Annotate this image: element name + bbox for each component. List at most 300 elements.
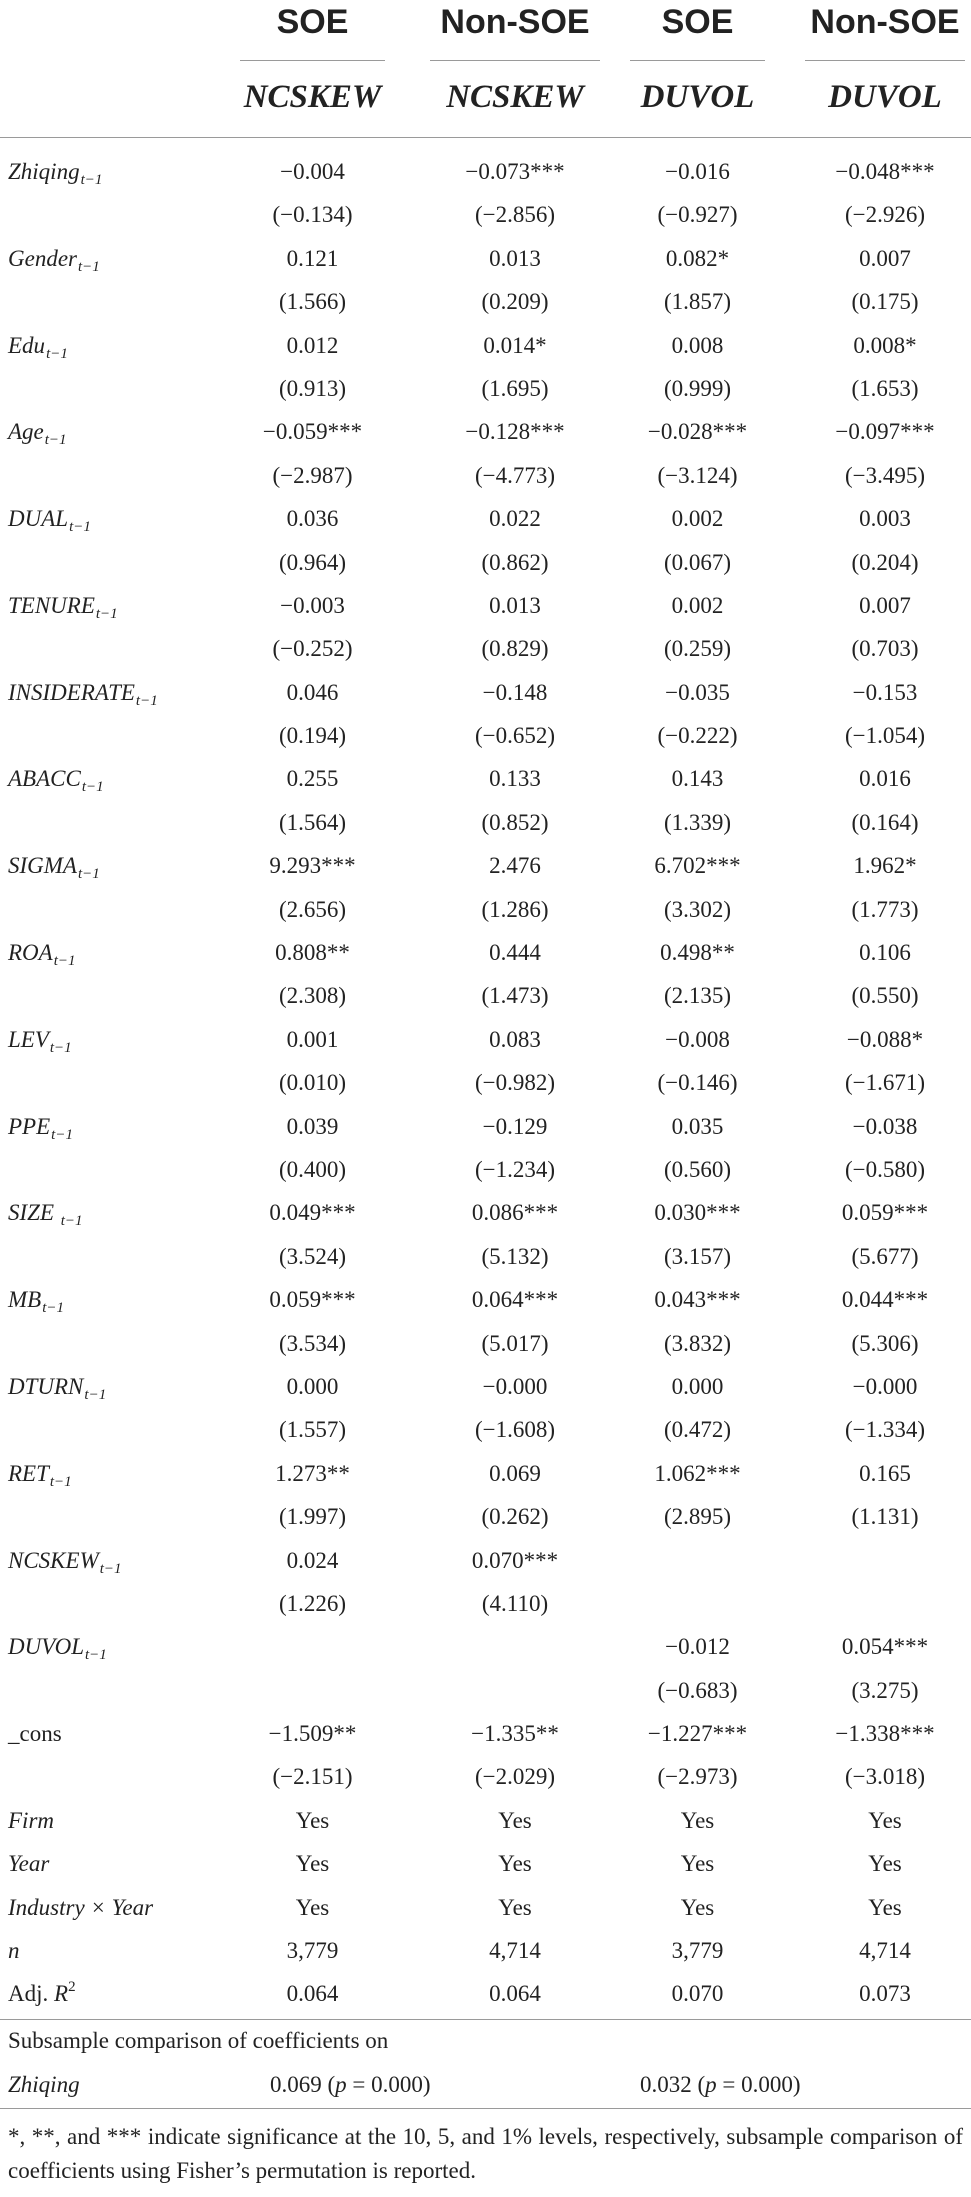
tstat-cell: (−3.124) [657, 462, 738, 488]
group-label: Non-SOE [440, 3, 590, 41]
lag-subscript: t−1 [46, 345, 68, 362]
tstat-cell: (0.964) [278, 549, 347, 575]
adj-r2-superscript: 2 [68, 1979, 76, 1996]
lag-subscript: t−1 [80, 172, 103, 188]
coefficient-cell: −0.048*** [835, 159, 935, 184]
coefficient-row [0, 1278, 971, 1321]
tstat-cell: (1.286) [481, 896, 549, 922]
variable-name: LEV [8, 1026, 49, 1052]
coefficient-cell: −0.012 [665, 1634, 730, 1660]
tstat-cell: (1.226) [278, 1590, 347, 1616]
control-cell: Yes [680, 1851, 715, 1877]
tstat-cell: (−0.222) [657, 723, 738, 749]
variable-name: Gender [8, 245, 77, 271]
tstat-cell: (1.131) [851, 1504, 919, 1530]
control-cell: Yes [498, 1851, 532, 1877]
coefficient-row [0, 1452, 971, 1495]
tstat-cell: (3.524) [278, 1243, 347, 1269]
tstat-cell: (1.473) [481, 983, 549, 1009]
tstat-row [0, 367, 971, 410]
coefficient-row [0, 1625, 971, 1668]
coefficient-cell: 0.082* [665, 245, 730, 271]
tstat-row [0, 454, 971, 497]
variable-name: DTURN [8, 1373, 84, 1399]
coefficient-row [0, 497, 971, 540]
control-cell: Yes [680, 1807, 715, 1833]
coefficient-row [0, 1105, 971, 1148]
adj-r2-row [0, 1972, 971, 2015]
tstat-cell: (−0.134) [272, 202, 353, 228]
tstat-cell: (−3.495) [844, 462, 926, 488]
coefficient-row [0, 844, 971, 887]
tstat-cell: (−2.973) [657, 1764, 738, 1790]
tstat-cell: (2.308) [278, 983, 347, 1009]
tstat-cell: (1.773) [851, 896, 919, 922]
variable-name: ABACC [8, 766, 81, 792]
control-cell: Yes [868, 1851, 902, 1877]
variable-name: Firm [8, 1807, 54, 1833]
header-column-1 [240, 0, 385, 117]
coefficient-row [0, 237, 971, 280]
coefficient-cell: 0.024 [286, 1547, 339, 1573]
header-bottom-rule [0, 137, 971, 138]
adj-r2-variable: R [54, 1981, 69, 2007]
tstat-cell: (−1.234) [474, 1156, 556, 1182]
tstat-cell: (−2.151) [272, 1764, 353, 1790]
tstat-cell: (2.895) [663, 1504, 732, 1530]
coefficient-cell: 0.070*** [471, 1547, 559, 1573]
coefficient-cell: −1.509** [268, 1721, 357, 1747]
coefficient-cell: 0.444 [489, 940, 541, 966]
tstat-cell: (0.913) [278, 375, 347, 401]
coefficient-row [0, 1712, 971, 1755]
comparison-duvol [640, 2063, 840, 2106]
comparison-pvalue: = 0.000) [346, 2072, 431, 2097]
coefficient-cell: 9.293*** [269, 853, 356, 879]
tstat-cell: (1.653) [851, 375, 919, 401]
coefficient-cell: 0.012 [286, 332, 339, 358]
coefficient-cell: 0.054*** [841, 1634, 929, 1660]
lag-subscript: t−1 [60, 1213, 83, 1230]
coefficient-cell: 0.498** [660, 940, 735, 966]
control-cell: 3,779 [671, 1938, 724, 1964]
tstat-cell: (0.194) [278, 723, 347, 749]
variable-label [8, 1712, 62, 1755]
coefficient-cell: 0.064*** [471, 1287, 559, 1313]
variable-label [8, 1365, 106, 1408]
coefficient-cell: 0.013 [489, 245, 541, 271]
coefficient-cell: 0.007 [859, 245, 911, 271]
lag-subscript: t−1 [95, 605, 118, 622]
tstat-cell: (−2.987) [272, 462, 353, 488]
tstat-row [0, 714, 971, 757]
variable-name: SIZE [8, 1200, 60, 1226]
variable-name: RET [8, 1460, 49, 1486]
adj-r2-cell: 0.064 [286, 1981, 339, 2007]
tstat-cell: (0.550) [851, 983, 919, 1009]
tstat-cell: (−2.926) [844, 202, 926, 228]
tstat-cell: (5.017) [481, 1330, 549, 1356]
variable-name: Edu [8, 332, 46, 358]
tstat-cell: (3.157) [663, 1243, 732, 1269]
dependent-label: DUVOL [640, 79, 755, 115]
tstat-cell: (0.400) [278, 1156, 347, 1182]
comparison-title: Subsample comparison of coefficients on [8, 2028, 389, 2053]
adj-r2-cell: 0.073 [859, 1981, 911, 2007]
control-cell: Yes [680, 1894, 715, 1920]
variable-label [8, 1105, 73, 1148]
group-label: Non-SOE [810, 3, 960, 41]
adj-r2-cell: 0.064 [489, 1981, 541, 2007]
tstat-cell: (0.175) [851, 289, 919, 315]
header-column-2 [430, 0, 600, 117]
control-cell: Yes [868, 1807, 902, 1833]
tstat-row [0, 1408, 971, 1451]
coefficient-cell: 0.143 [671, 766, 724, 792]
lag-subscript: t−1 [81, 779, 104, 796]
tstat-cell: (0.262) [481, 1504, 549, 1530]
coefficient-cell: 1.062*** [654, 1460, 741, 1486]
control-row [0, 1929, 971, 1972]
tstat-cell: (−0.982) [474, 1070, 556, 1096]
tstat-cell: (0.852) [481, 809, 549, 835]
coefficient-cell: 0.165 [859, 1460, 911, 1486]
tstat-cell: (−0.252) [272, 636, 353, 662]
tstat-row [0, 193, 971, 236]
coefficient-cell: −0.128*** [465, 419, 565, 445]
tstat-cell: (0.560) [663, 1156, 732, 1182]
comparison-ncskew [270, 2063, 460, 2106]
coefficient-cell: −1.227*** [647, 1721, 748, 1747]
lag-subscript: t−1 [49, 1473, 72, 1490]
variable-label [8, 497, 91, 540]
variable-name: Year [8, 1851, 50, 1877]
tstat-cell: (0.204) [851, 549, 919, 575]
coefficient-cell: 0.016 [859, 766, 911, 792]
coefficient-cell: 0.000 [286, 1373, 339, 1399]
tstat-row [0, 1755, 971, 1798]
header-rule [430, 60, 600, 61]
tstat-cell: (2.656) [278, 896, 347, 922]
coefficient-cell: 0.002 [671, 592, 724, 618]
variable-label [8, 1539, 122, 1582]
coefficient-cell: 1.273** [275, 1460, 350, 1486]
tstat-row [0, 1669, 971, 1712]
tstat-cell: (1.997) [278, 1504, 347, 1530]
coefficient-cell: −0.008 [665, 1026, 730, 1052]
coefficient-row [0, 1365, 971, 1408]
tstat-cell: (0.010) [278, 1070, 347, 1096]
variable-label [8, 1842, 49, 1885]
tstat-row [0, 1148, 971, 1191]
control-cell: Yes [498, 1894, 532, 1920]
coefficient-cell: 0.039 [286, 1113, 339, 1139]
tstat-cell: (2.135) [663, 983, 732, 1009]
dependent-label: DUVOL [828, 79, 942, 115]
coefficient-cell: −0.153 [852, 679, 918, 705]
coefficient-row [0, 584, 971, 627]
tstat-cell: (5.677) [851, 1243, 919, 1269]
variable-name: INSIDERATE [8, 679, 135, 705]
coefficient-cell: 0.059*** [841, 1200, 929, 1226]
tstat-cell: (1.695) [481, 375, 549, 401]
variable-name: n [8, 1938, 20, 1964]
comparison-variable: Zhiqing [8, 2072, 80, 2097]
adj-r2-cell: 0.070 [671, 1981, 724, 2007]
tstat-row [0, 888, 971, 931]
tstat-cell: (4.110) [481, 1590, 549, 1616]
tstat-cell: (3.302) [663, 896, 732, 922]
coefficient-cell: 0.121 [286, 245, 339, 271]
coefficient-row [0, 671, 971, 714]
variable-name: DUAL [8, 506, 69, 532]
tstat-cell: (−2.856) [474, 202, 556, 228]
tstat-cell: (0.472) [663, 1417, 732, 1443]
comparison-coef: 0.069 ( [270, 2072, 336, 2097]
lag-subscript: t−1 [77, 866, 100, 883]
tstat-cell: (0.259) [663, 636, 732, 662]
tstat-cell: (3.534) [278, 1330, 347, 1356]
tstat-row [0, 1322, 971, 1365]
header-rule [630, 60, 765, 61]
coefficient-cell: 0.035 [671, 1113, 724, 1139]
coefficient-cell: 0.001 [286, 1026, 339, 1052]
coefficient-cell: −0.129 [482, 1113, 548, 1139]
coefficient-cell: −1.335** [471, 1721, 559, 1747]
coefficient-row [0, 410, 971, 453]
header-column-4 [805, 0, 965, 117]
tstat-row [0, 1582, 971, 1625]
coefficient-cell: 0.133 [489, 766, 541, 792]
control-cell: Yes [295, 1807, 330, 1833]
variable-label [8, 844, 100, 887]
comparison-row [0, 2063, 971, 2106]
coefficient-cell: −0.028*** [647, 419, 748, 445]
coefficient-cell: 0.002 [671, 506, 724, 532]
header-rule [805, 60, 965, 61]
tstat-cell: (0.999) [663, 375, 732, 401]
variable-name: Industry × Year [8, 1894, 154, 1920]
lag-subscript: t−1 [53, 953, 76, 970]
variable-label [8, 671, 158, 714]
coefficient-cell: −0.000 [852, 1373, 918, 1399]
lag-subscript: t−1 [69, 519, 91, 536]
coefficient-cell: −0.000 [482, 1373, 548, 1399]
coefficient-cell: 0.046 [286, 679, 339, 705]
coefficient-row [0, 931, 971, 974]
variable-name: NCSKEW [8, 1547, 99, 1573]
tstat-row [0, 1235, 971, 1278]
comparison-coef: 0.032 ( [640, 2072, 706, 2097]
variable-label [8, 1799, 54, 1842]
tstat-cell: (0.164) [851, 809, 919, 835]
tstat-row [0, 974, 971, 1017]
tstat-cell: (0.067) [663, 549, 732, 575]
control-cell: 4,714 [859, 1938, 911, 1964]
variable-name: ROA [8, 940, 53, 966]
tstat-cell: (1.566) [278, 289, 347, 315]
coefficient-cell: 0.069 [489, 1460, 541, 1486]
variable-label [8, 1191, 83, 1234]
tstat-cell: (−1.334) [844, 1417, 926, 1443]
control-cell: 3,779 [286, 1938, 339, 1964]
coefficient-cell: −0.073*** [465, 159, 565, 184]
variable-label [8, 931, 76, 974]
control-row [0, 1842, 971, 1885]
variable-label [8, 237, 100, 280]
tstat-row [0, 541, 971, 584]
coefficient-cell: 0.083 [489, 1026, 541, 1052]
lag-subscript: t−1 [84, 1386, 107, 1403]
tstat-cell: (−1.671) [844, 1070, 926, 1096]
control-cell: Yes [868, 1894, 902, 1920]
variable-label [8, 584, 118, 627]
variable-label [8, 1278, 64, 1321]
coefficient-cell: 2.476 [489, 853, 541, 879]
tstat-cell: (0.209) [481, 289, 549, 315]
tstat-cell: (3.832) [663, 1330, 732, 1356]
tstat-cell: (−0.580) [844, 1156, 926, 1182]
coefficient-cell: 0.059*** [269, 1287, 356, 1313]
tstat-cell: (0.862) [481, 549, 549, 575]
coefficient-cell: −1.338*** [835, 1721, 935, 1747]
variable-name: DUVOL [8, 1634, 84, 1660]
tstat-cell: (−1.608) [474, 1417, 556, 1443]
coefficient-cell: 0.036 [286, 506, 339, 532]
control-cell: Yes [498, 1807, 532, 1833]
coefficient-row [0, 1539, 971, 1582]
coefficient-cell: −0.035 [665, 679, 730, 705]
table-header [0, 0, 971, 137]
variable-label [8, 1625, 107, 1668]
coefficient-cell: 0.003 [859, 506, 911, 532]
lag-subscript: t−1 [44, 432, 67, 449]
coefficient-row [0, 324, 971, 367]
coefficient-table [0, 150, 971, 2016]
coefficient-cell: −0.004 [280, 159, 345, 184]
tstat-cell: (−1.054) [844, 723, 926, 749]
variable-label [8, 324, 68, 367]
group-label: SOE [276, 3, 349, 41]
tstat-cell: (1.557) [278, 1417, 347, 1443]
table-note: *, **, and *** indicate significance at the 10, 5, and 1% levels, respectively, subsample comparison of coefficients using Fisher’s permutation is reported. [8, 2124, 963, 2183]
variable-name: Age [8, 419, 44, 445]
lag-subscript: t−1 [99, 1560, 122, 1577]
coefficient-cell: −0.097*** [835, 419, 935, 445]
tstat-cell: (−4.773) [474, 462, 556, 488]
coefficient-cell: 0.808** [275, 940, 350, 966]
lag-subscript: t−1 [49, 1039, 72, 1056]
tstat-cell: (1.857) [663, 289, 732, 315]
coefficient-cell: 1.962* [853, 853, 917, 879]
lag-subscript: t−1 [85, 1647, 107, 1664]
adj-r2-label [8, 1972, 76, 2015]
lag-subscript: t−1 [135, 692, 158, 709]
header-rule [240, 60, 385, 61]
tstat-cell: (3.275) [851, 1677, 919, 1703]
coefficient-cell: −0.148 [482, 679, 548, 705]
coefficient-cell: 0.000 [671, 1373, 724, 1399]
tstat-cell: (0.703) [851, 636, 919, 662]
coefficient-cell: 0.255 [286, 766, 339, 792]
variable-name: _cons [8, 1721, 62, 1747]
variable-label [8, 150, 102, 193]
tstat-row [0, 1495, 971, 1538]
coefficient-cell: 0.008 [671, 332, 724, 358]
coefficient-cell: −0.016 [665, 159, 730, 184]
variable-name: PPE [8, 1113, 51, 1139]
coefficient-row [0, 1018, 971, 1061]
tstat-cell: (0.829) [481, 636, 549, 662]
control-cell: Yes [295, 1851, 330, 1877]
p-symbol: p [705, 2072, 717, 2097]
variable-name: SIGMA [8, 853, 77, 879]
header-column-3 [630, 0, 765, 117]
tstat-row [0, 627, 971, 670]
variable-name: TENURE [8, 592, 95, 618]
coefficient-row [0, 757, 971, 800]
variable-name: MB [8, 1287, 42, 1313]
note-rule [0, 2108, 971, 2109]
coefficient-cell: 6.702*** [654, 853, 741, 879]
tstat-cell: (1.564) [278, 809, 347, 835]
variable-label [8, 410, 67, 453]
tstat-cell: (−3.018) [844, 1764, 926, 1790]
adj-r2-prefix: Adj. [8, 1981, 54, 2007]
coefficient-cell: 0.008* [853, 332, 917, 358]
tstat-row [0, 1061, 971, 1104]
coefficient-cell: 0.014* [483, 332, 547, 358]
coefficient-cell: −0.059*** [262, 419, 363, 445]
tstat-cell: (5.306) [851, 1330, 919, 1356]
tstat-cell: (1.339) [663, 809, 732, 835]
tstat-cell: (−2.029) [474, 1764, 556, 1790]
lag-subscript: t−1 [42, 1300, 65, 1317]
tstat-row [0, 801, 971, 844]
tstat-cell: (−0.652) [474, 723, 556, 749]
tstat-cell: (−0.927) [657, 202, 738, 228]
tstat-row [0, 280, 971, 323]
coefficient-cell: −0.003 [280, 592, 345, 618]
variable-label [8, 757, 104, 800]
variable-label [8, 1886, 153, 1929]
coefficient-cell: 0.013 [489, 592, 541, 618]
variable-label [8, 1452, 72, 1495]
tstat-cell: (5.132) [481, 1243, 549, 1269]
tstat-cell: (−0.683) [657, 1677, 738, 1703]
dependent-label: NCSKEW [446, 79, 584, 115]
coefficient-cell: −0.038 [852, 1113, 918, 1139]
dependent-label: NCSKEW [243, 79, 382, 115]
coefficient-row [0, 1191, 971, 1234]
lag-subscript: t−1 [51, 1126, 73, 1143]
coefficient-cell: 0.043*** [654, 1287, 741, 1313]
variable-name: Zhiqing [8, 159, 80, 184]
p-symbol: p [335, 2072, 347, 2097]
coefficient-cell: 0.106 [859, 940, 911, 966]
coefficient-row [0, 150, 971, 193]
coefficient-cell: 0.030*** [654, 1200, 741, 1226]
coefficient-cell: −0.088* [846, 1026, 924, 1052]
control-row [0, 1799, 971, 1842]
coefficient-cell: 0.049*** [269, 1200, 356, 1226]
variable-label [8, 1929, 20, 1972]
control-cell: 4,714 [489, 1938, 541, 1964]
coefficient-cell: 0.022 [489, 506, 541, 532]
tstat-cell: (−0.146) [657, 1070, 738, 1096]
coefficient-cell: 0.007 [859, 592, 911, 618]
coefficient-cell: 0.086*** [471, 1200, 559, 1226]
